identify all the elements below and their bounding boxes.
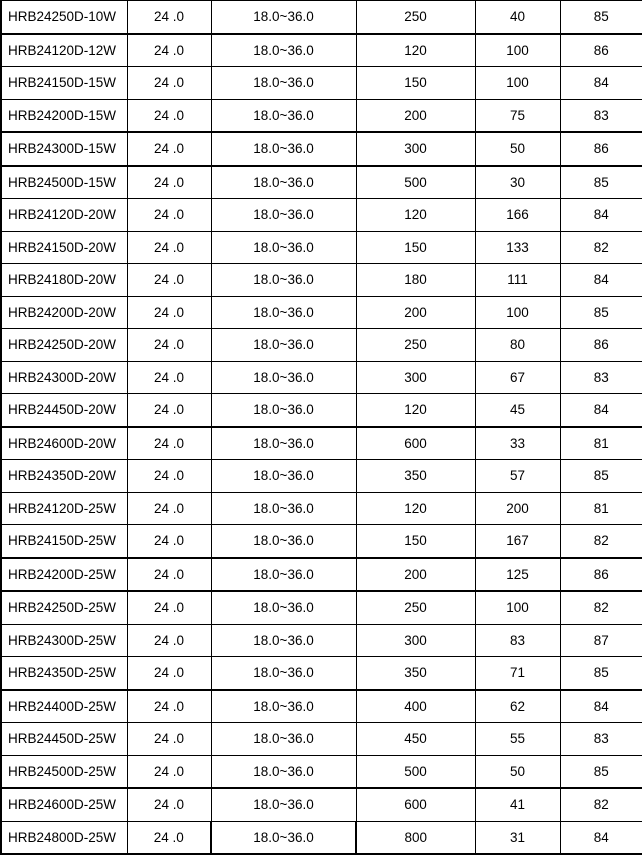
model-cell: HRB24400D-25W bbox=[1, 690, 127, 723]
voltage-range-cell: 18.0~36.0 bbox=[211, 788, 356, 821]
model-cell: HRB24250D-25W bbox=[1, 591, 127, 624]
efficiency-cell: 86 bbox=[560, 34, 642, 67]
voltage-range-cell: 18.0~36.0 bbox=[211, 231, 356, 264]
output-current-cell: 100 bbox=[475, 34, 560, 67]
table-row bbox=[1, 361, 642, 394]
output-current-cell: 83 bbox=[475, 624, 560, 657]
model-cell: HRB24200D-15W bbox=[1, 99, 127, 132]
nominal-voltage-cell: 24 .0 bbox=[127, 427, 211, 460]
voltage-range-cell: 18.0~36.0 bbox=[211, 99, 356, 132]
efficiency-cell: 85 bbox=[560, 460, 642, 493]
output-voltage-cell: 500 bbox=[356, 166, 475, 199]
nominal-voltage-cell: 24 .0 bbox=[127, 34, 211, 67]
efficiency-cell: 81 bbox=[560, 427, 642, 460]
table-row bbox=[1, 624, 642, 657]
voltage-range-cell: 18.0~36.0 bbox=[211, 166, 356, 199]
model-cell: HRB24600D-20W bbox=[1, 427, 127, 460]
output-voltage-cell: 350 bbox=[356, 657, 475, 690]
nominal-voltage-cell: 24 .0 bbox=[127, 166, 211, 199]
nominal-voltage-cell: 24 .0 bbox=[127, 657, 211, 690]
voltage-range-cell: 18.0~36.0 bbox=[211, 821, 356, 854]
model-cell: HRB24150D-25W bbox=[1, 525, 127, 558]
output-current-cell: 33 bbox=[475, 427, 560, 460]
efficiency-cell: 85 bbox=[560, 1, 642, 34]
voltage-range-cell: 18.0~36.0 bbox=[211, 525, 356, 558]
efficiency-cell: 85 bbox=[560, 657, 642, 690]
output-current-cell: 50 bbox=[475, 755, 560, 788]
output-voltage-cell: 150 bbox=[356, 231, 475, 264]
output-current-cell: 100 bbox=[475, 296, 560, 329]
table-row bbox=[1, 591, 642, 624]
voltage-range-cell: 18.0~36.0 bbox=[211, 624, 356, 657]
table-row bbox=[1, 788, 642, 821]
efficiency-cell: 84 bbox=[560, 690, 642, 723]
spec-table-body bbox=[1, 1, 642, 855]
voltage-range-cell: 18.0~36.0 bbox=[211, 723, 356, 756]
table-row bbox=[1, 231, 642, 264]
efficiency-cell: 82 bbox=[560, 591, 642, 624]
voltage-range-cell: 18.0~36.0 bbox=[211, 132, 356, 166]
output-current-cell: 55 bbox=[475, 723, 560, 756]
nominal-voltage-cell: 24 .0 bbox=[127, 329, 211, 362]
output-current-cell: 125 bbox=[475, 558, 560, 592]
output-current-cell: 57 bbox=[475, 460, 560, 493]
model-cell: HRB24450D-25W bbox=[1, 723, 127, 756]
output-current-cell: 111 bbox=[475, 264, 560, 297]
output-current-cell: 167 bbox=[475, 525, 560, 558]
table-row bbox=[1, 558, 642, 592]
model-cell: HRB24300D-15W bbox=[1, 132, 127, 166]
model-cell: HRB24300D-20W bbox=[1, 361, 127, 394]
output-voltage-cell: 150 bbox=[356, 525, 475, 558]
voltage-range-cell: 18.0~36.0 bbox=[211, 1, 356, 34]
table-row bbox=[1, 723, 642, 756]
efficiency-cell: 82 bbox=[560, 231, 642, 264]
output-current-cell: 50 bbox=[475, 132, 560, 166]
nominal-voltage-cell: 24 .0 bbox=[127, 1, 211, 34]
model-cell: HRB24300D-25W bbox=[1, 624, 127, 657]
output-current-cell: 75 bbox=[475, 99, 560, 132]
model-cell: HRB24800D-25W bbox=[1, 821, 127, 854]
nominal-voltage-cell: 24 .0 bbox=[127, 690, 211, 723]
nominal-voltage-cell: 24 .0 bbox=[127, 264, 211, 297]
efficiency-cell: 85 bbox=[560, 296, 642, 329]
nominal-voltage-cell: 24 .0 bbox=[127, 296, 211, 329]
output-voltage-cell: 200 bbox=[356, 296, 475, 329]
table-row bbox=[1, 296, 642, 329]
nominal-voltage-cell: 24 .0 bbox=[127, 394, 211, 427]
nominal-voltage-cell: 24 .0 bbox=[127, 492, 211, 525]
model-cell: HRB24120D-20W bbox=[1, 199, 127, 232]
output-current-cell: 71 bbox=[475, 657, 560, 690]
table-row bbox=[1, 427, 642, 460]
output-voltage-cell: 300 bbox=[356, 132, 475, 166]
output-voltage-cell: 120 bbox=[356, 492, 475, 525]
efficiency-cell: 85 bbox=[560, 755, 642, 788]
output-voltage-cell: 350 bbox=[356, 460, 475, 493]
table-row bbox=[1, 525, 642, 558]
voltage-range-cell: 18.0~36.0 bbox=[211, 755, 356, 788]
efficiency-cell: 82 bbox=[560, 788, 642, 821]
output-voltage-cell: 200 bbox=[356, 558, 475, 592]
table-row bbox=[1, 657, 642, 690]
model-cell: HRB24600D-25W bbox=[1, 788, 127, 821]
model-cell: HRB24200D-20W bbox=[1, 296, 127, 329]
nominal-voltage-cell: 24 .0 bbox=[127, 723, 211, 756]
model-cell: HRB24200D-25W bbox=[1, 558, 127, 592]
table-row bbox=[1, 166, 642, 199]
output-voltage-cell: 150 bbox=[356, 67, 475, 100]
table-row bbox=[1, 492, 642, 525]
efficiency-cell: 84 bbox=[560, 67, 642, 100]
output-current-cell: 80 bbox=[475, 329, 560, 362]
output-voltage-cell: 180 bbox=[356, 264, 475, 297]
output-voltage-cell: 250 bbox=[356, 591, 475, 624]
nominal-voltage-cell: 24 .0 bbox=[127, 525, 211, 558]
model-cell: HRB24150D-15W bbox=[1, 67, 127, 100]
efficiency-cell: 86 bbox=[560, 558, 642, 592]
voltage-range-cell: 18.0~36.0 bbox=[211, 296, 356, 329]
output-voltage-cell: 250 bbox=[356, 1, 475, 34]
voltage-range-cell: 18.0~36.0 bbox=[211, 558, 356, 592]
output-current-cell: 100 bbox=[475, 67, 560, 100]
table-row bbox=[1, 1, 642, 34]
voltage-range-cell: 18.0~36.0 bbox=[211, 394, 356, 427]
output-current-cell: 45 bbox=[475, 394, 560, 427]
table-row bbox=[1, 329, 642, 362]
output-voltage-cell: 400 bbox=[356, 690, 475, 723]
model-cell: HRB24500D-25W bbox=[1, 755, 127, 788]
model-cell: HRB24500D-15W bbox=[1, 166, 127, 199]
output-current-cell: 166 bbox=[475, 199, 560, 232]
efficiency-cell: 84 bbox=[560, 821, 642, 854]
voltage-range-cell: 18.0~36.0 bbox=[211, 690, 356, 723]
nominal-voltage-cell: 24 .0 bbox=[127, 788, 211, 821]
model-cell: HRB24350D-25W bbox=[1, 657, 127, 690]
voltage-range-cell: 18.0~36.0 bbox=[211, 492, 356, 525]
output-current-cell: 30 bbox=[475, 166, 560, 199]
voltage-range-cell: 18.0~36.0 bbox=[211, 591, 356, 624]
nominal-voltage-cell: 24 .0 bbox=[127, 755, 211, 788]
nominal-voltage-cell: 24 .0 bbox=[127, 99, 211, 132]
voltage-range-cell: 18.0~36.0 bbox=[211, 264, 356, 297]
efficiency-cell: 87 bbox=[560, 624, 642, 657]
voltage-range-cell: 18.0~36.0 bbox=[211, 460, 356, 493]
nominal-voltage-cell: 24 .0 bbox=[127, 67, 211, 100]
model-cell: HRB24180D-20W bbox=[1, 264, 127, 297]
output-voltage-cell: 120 bbox=[356, 394, 475, 427]
output-voltage-cell: 120 bbox=[356, 34, 475, 67]
voltage-range-cell: 18.0~36.0 bbox=[211, 199, 356, 232]
output-current-cell: 100 bbox=[475, 591, 560, 624]
voltage-range-cell: 18.0~36.0 bbox=[211, 657, 356, 690]
efficiency-cell: 86 bbox=[560, 329, 642, 362]
output-current-cell: 31 bbox=[475, 821, 560, 854]
nominal-voltage-cell: 24 .0 bbox=[127, 821, 211, 854]
output-voltage-cell: 600 bbox=[356, 788, 475, 821]
efficiency-cell: 84 bbox=[560, 394, 642, 427]
model-cell: HRB24350D-20W bbox=[1, 460, 127, 493]
output-voltage-cell: 300 bbox=[356, 624, 475, 657]
table-row bbox=[1, 821, 642, 854]
table-row bbox=[1, 755, 642, 788]
efficiency-cell: 84 bbox=[560, 199, 642, 232]
model-cell: HRB24120D-12W bbox=[1, 34, 127, 67]
efficiency-cell: 84 bbox=[560, 264, 642, 297]
table-row bbox=[1, 199, 642, 232]
output-current-cell: 62 bbox=[475, 690, 560, 723]
table-row bbox=[1, 34, 642, 67]
efficiency-cell: 83 bbox=[560, 361, 642, 394]
nominal-voltage-cell: 24 .0 bbox=[127, 591, 211, 624]
voltage-range-cell: 18.0~36.0 bbox=[211, 67, 356, 100]
nominal-voltage-cell: 24 .0 bbox=[127, 460, 211, 493]
nominal-voltage-cell: 24 .0 bbox=[127, 361, 211, 394]
output-voltage-cell: 450 bbox=[356, 723, 475, 756]
efficiency-cell: 83 bbox=[560, 723, 642, 756]
voltage-range-cell: 18.0~36.0 bbox=[211, 427, 356, 460]
output-voltage-cell: 120 bbox=[356, 199, 475, 232]
output-voltage-cell: 500 bbox=[356, 755, 475, 788]
model-cell: HRB24120D-25W bbox=[1, 492, 127, 525]
output-voltage-cell: 250 bbox=[356, 329, 475, 362]
model-cell: HRB24150D-20W bbox=[1, 231, 127, 264]
output-voltage-cell: 300 bbox=[356, 361, 475, 394]
output-current-cell: 41 bbox=[475, 788, 560, 821]
output-voltage-cell: 600 bbox=[356, 427, 475, 460]
efficiency-cell: 85 bbox=[560, 166, 642, 199]
efficiency-cell: 86 bbox=[560, 132, 642, 166]
table-row bbox=[1, 690, 642, 723]
table-row bbox=[1, 460, 642, 493]
efficiency-cell: 83 bbox=[560, 99, 642, 132]
output-current-cell: 40 bbox=[475, 1, 560, 34]
model-cell: HRB24250D-20W bbox=[1, 329, 127, 362]
nominal-voltage-cell: 24 .0 bbox=[127, 132, 211, 166]
nominal-voltage-cell: 24 .0 bbox=[127, 199, 211, 232]
table-row bbox=[1, 67, 642, 100]
output-current-cell: 67 bbox=[475, 361, 560, 394]
nominal-voltage-cell: 24 .0 bbox=[127, 624, 211, 657]
voltage-range-cell: 18.0~36.0 bbox=[211, 361, 356, 394]
table-row bbox=[1, 394, 642, 427]
efficiency-cell: 82 bbox=[560, 525, 642, 558]
model-cell: HRB24250D-10W bbox=[1, 1, 127, 34]
model-cell: HRB24450D-20W bbox=[1, 394, 127, 427]
table-row bbox=[1, 264, 642, 297]
voltage-range-cell: 18.0~36.0 bbox=[211, 34, 356, 67]
table-row bbox=[1, 99, 642, 132]
voltage-range-cell: 18.0~36.0 bbox=[211, 329, 356, 362]
nominal-voltage-cell: 24 .0 bbox=[127, 231, 211, 264]
efficiency-cell: 81 bbox=[560, 492, 642, 525]
output-voltage-cell: 800 bbox=[356, 821, 475, 854]
nominal-voltage-cell: 24 .0 bbox=[127, 558, 211, 592]
output-voltage-cell: 200 bbox=[356, 99, 475, 132]
table-row bbox=[1, 132, 642, 166]
output-current-cell: 200 bbox=[475, 492, 560, 525]
output-current-cell: 133 bbox=[475, 231, 560, 264]
